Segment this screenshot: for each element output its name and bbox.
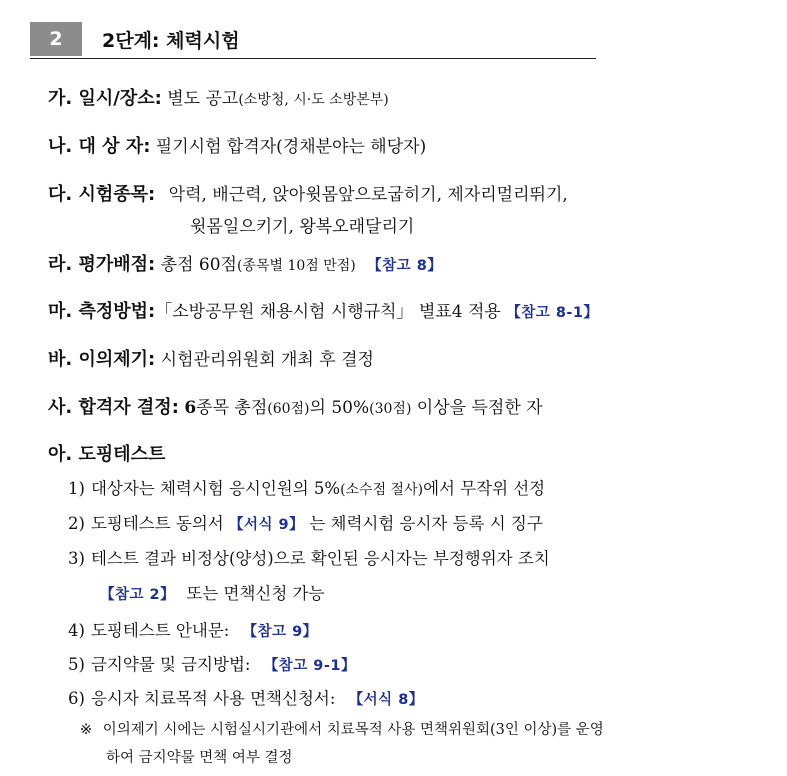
reference-link[interactable]: 【참고 8-1】 [506, 305, 599, 321]
item-text: 이상을 득점한 자 [411, 398, 543, 418]
item-label: 가. 일시/장소: [48, 88, 162, 109]
doping-item-1 [68, 475, 545, 499]
doping-item-number: 6) [68, 689, 85, 708]
item-text: 의 50% [309, 398, 370, 418]
item-text: 총점 60점 [160, 255, 237, 275]
item-label: 나. 대 상 자: [48, 136, 151, 157]
doping-item-text: 응시자 치료목적 사용 면책신청서: [90, 689, 336, 708]
doping-item-note: (소수점 절사) [340, 482, 424, 498]
item-text: 필기시험 합격자(경채분야는 해당자) [155, 137, 427, 157]
item-note: (종목별 10점 만점) [236, 258, 356, 274]
item-text: 종목 총점 [196, 398, 268, 418]
step-number-badge: 2 [30, 22, 82, 56]
section-title: 2단계: 체력시험 [102, 30, 240, 52]
item-test-events-line2: 윗몸일으키기, 왕복오래달리기 [190, 217, 415, 237]
item-note: (60점) [267, 401, 310, 417]
doping-item-2 [68, 510, 543, 534]
item-label: 사. 합격자 결정: [48, 397, 179, 418]
item-text: 시험관리위원회 개최 후 결정 [160, 350, 374, 370]
doping-item-text-after: 에서 무작위 선정 [423, 479, 546, 498]
item-scoring [48, 250, 442, 276]
doping-item-text: 도핑테스트 동의서 [90, 514, 224, 533]
doping-item-text-after: 는 체력시험 응시자 등록 시 징구 [309, 514, 543, 533]
item-label: 마. 측정방법: [48, 301, 156, 322]
item-label: 바. 이의제기: [48, 349, 156, 370]
doping-item-number: 4) [68, 621, 85, 640]
item-text: 별도 공고 [167, 89, 239, 109]
item-text-strong: 6 [184, 398, 197, 418]
footnote [80, 718, 604, 739]
reference-link[interactable]: 【서식 8】 [348, 692, 424, 708]
item-label: 라. 평가배점: [48, 254, 156, 275]
reference-link[interactable]: 【참고 9】 [242, 624, 318, 640]
item-target [48, 132, 426, 158]
reference-link[interactable]: 【참고 8】 [367, 258, 443, 274]
doping-item-text: 테스트 결과 비정상(양성)으로 확인된 응시자는 부정행위자 조치 [90, 549, 550, 568]
item-text-line1: 악력, 배근력, 앉아윗몸앞으로굽히기, 제자리멀리뛰기, [168, 185, 568, 205]
item-label: 아. 도핑테스트 [48, 444, 166, 465]
doping-item-number: 5) [68, 655, 85, 674]
item-doping-test [48, 440, 165, 466]
doping-item-6 [68, 685, 424, 709]
item-note: (소방청, 시·도 소방본부) [238, 92, 389, 108]
footnote-mark: ※ [80, 722, 93, 738]
doping-item-number: 3) [68, 549, 85, 568]
item-objection [48, 345, 374, 371]
doping-item-3 [68, 545, 550, 569]
footnote-line1: 이의제기 시에는 시험실시기관에서 치료목적 사용 면책위원회(3인 이상)를 운영 [102, 722, 604, 738]
doping-item-text-after: 또는 면책신청 가능 [186, 584, 325, 603]
reference-link[interactable]: 【서식 9】 [228, 517, 305, 533]
item-pass-decision [48, 393, 543, 419]
footnote-line2: 하여 금지약물 면책 여부 결정 [106, 750, 293, 766]
doping-item-number: 1) [68, 479, 85, 498]
doping-item-text: 도핑테스트 안내문: [90, 621, 230, 640]
doping-item-text: 금지약물 및 금지방법: [90, 655, 251, 674]
section-header [30, 22, 596, 59]
item-text: 「소방공무원 채용시험 시행규칙」 별표4 적용 [155, 302, 501, 322]
item-test-events [48, 180, 568, 206]
reference-link[interactable]: 【참고 2】 [100, 587, 176, 603]
doping-item-3-line2 [100, 580, 324, 604]
item-schedule-place [48, 84, 389, 110]
item-label: 다. 시험종목: [48, 184, 156, 205]
doping-item-text: 대상자는 체력시험 응시인원의 5% [90, 479, 341, 498]
doping-item-number: 2) [68, 514, 85, 533]
item-measurement [48, 297, 599, 323]
item-note: (30점) [369, 401, 412, 417]
reference-link[interactable]: 【참고 9-1】 [263, 658, 356, 674]
doping-item-5 [68, 651, 356, 675]
doping-item-4 [68, 617, 318, 641]
